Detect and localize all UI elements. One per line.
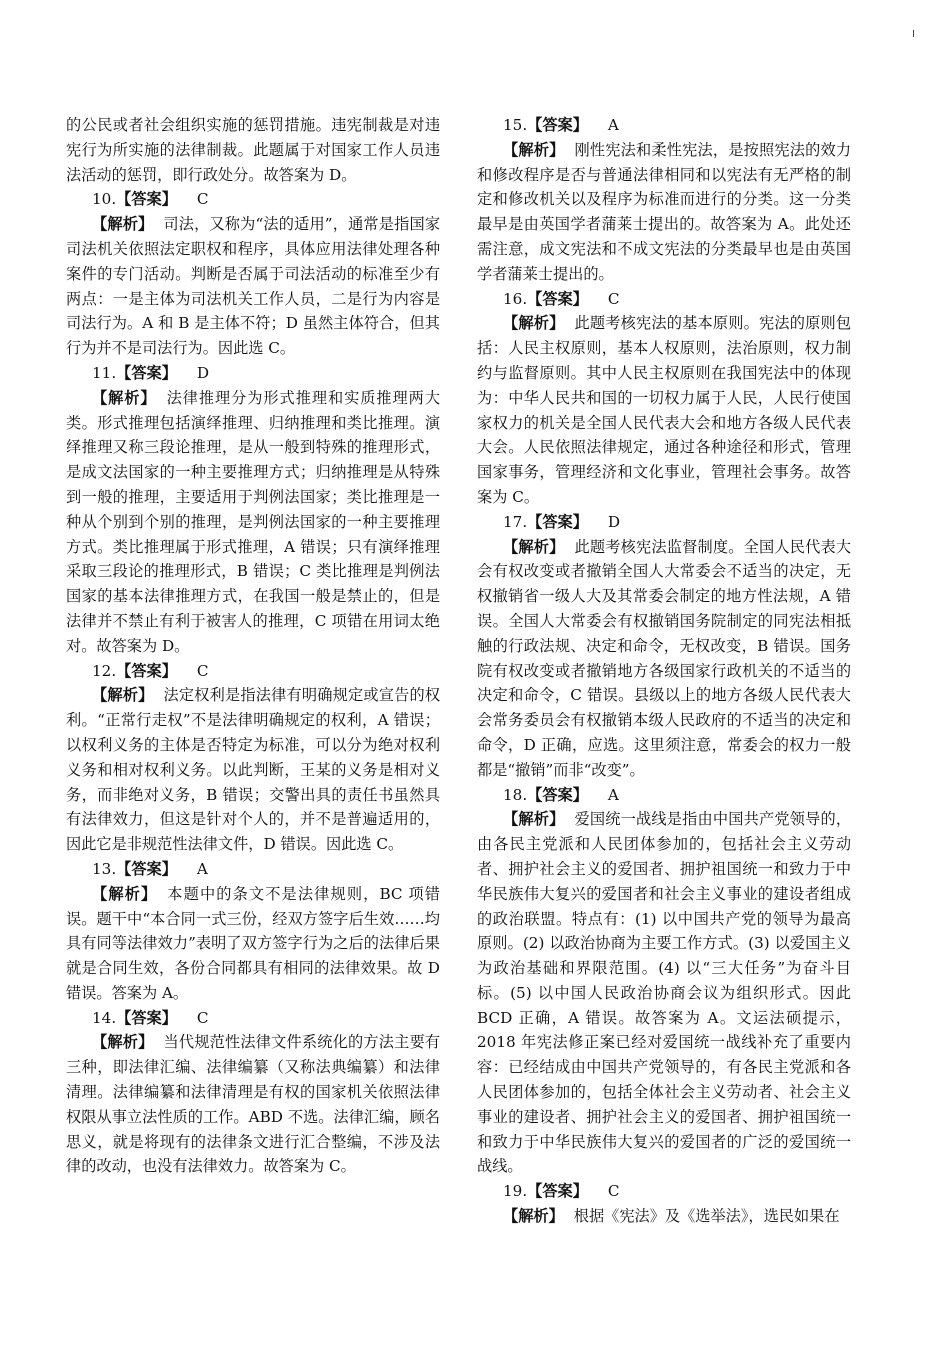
right-column: [477, 113, 851, 1229]
answer-block-19: [477, 1179, 851, 1229]
left-column: [66, 113, 440, 1179]
answer-block-12: [66, 659, 440, 857]
explanation-paragraph: 【解析】 本题中的条文不是法律规则，BC 项错误。题干中“本合同一式三份，经双方签字后生效……均具有同等法律效力”表明了双方签字行为之后的法律后果就是合同生效，各份合同都具有相同的法律效果。故 D 错误。答案为 A。: [66, 884, 440, 1002]
answer-line: 17.【答案】 D: [503, 512, 621, 531]
answer-line: 13.【答案】 A: [92, 859, 208, 878]
explanation-paragraph: 【解析】 法律推理分为形式推理和实质推理两大类。形式推理包括演绎推理、归纳推理和类比推理。演绎推理又称三段论推理，是从一般到特殊的推理形式，是成文法国家的一种主要推理方式；归纳推理是从特殊到一般的推理，主要适用于判例法国家；类比推理是一种从个别到个别的推理，是判例法国家的一种主要推理方式。类比推理属于形式推理，A 错误；只有演绎推理采取三段论的推理形式，B 错误；C 类比推理是判例法国家的基本法律推理方式，在我国一般是禁止的，但是法律并不禁止有利于被害人的推理，C 项错在用词太绝对。故答案为 D。: [66, 388, 440, 655]
answer-block-16: [477, 287, 851, 510]
corner-mark: ╷: [910, 23, 918, 37]
answer-block-10: [66, 187, 440, 361]
answer-block-13: [66, 857, 440, 1006]
explanation-paragraph: 【解析】 司法，又称为“法的适用”，通常是指国家司法机关依照法定职权和程序，具体应用法律处理各种案件的专门活动。判断是否属于司法活动的标准至少有两点：一是主体为司法机关工作人员，二是行为内容是司法行为。A 和 B 是主体不符；D 虽然主体符合，但其行为并不是司法行为。因此选 C。: [66, 215, 441, 358]
answer-line: 12.【答案】 C: [92, 661, 209, 680]
answer-block-18: [477, 783, 851, 1180]
explanation-paragraph: 【解析】 刚性宪法和柔性宪法，是按照宪法的效力和修改程序是否与普通法律相同和以宪法有无严格的制定和修改机关以及程序为标准而进行的分类。这一分类最早是由英国学者蒲莱士提出的。故答案为 A。此处还需注意，成文宪法和不成文宪法的分类最早也是由英国学者蒲莱士提出的。: [477, 140, 852, 283]
explanation-paragraph: 【解析】 当代规范性法律文件系统化的方法主要有三种，即法律汇编、法律编纂（又称法典编纂）和法律清理。法律编纂和法律清理是有权的国家机关依照法律权限从事立法性质的工作。ABD 不选。法律汇编，顾名思义，就是将现有的法律条文进行汇合整编，不涉及法律的改动，也没有法律效力。故答案为 C。: [66, 1033, 441, 1176]
intro-paragraph: 的公民或者社会组织实施的惩罚措施。违宪制裁是对违宪行为所实施的法律制裁。此题属于对国家工作人员违法活动的惩罚，即行政处分。故答案为 D。: [66, 116, 440, 184]
answer-line: 15.【答案】 A: [503, 116, 619, 134]
answer-block-11: [66, 361, 440, 659]
answer-line: 11.【答案】 D: [92, 363, 210, 382]
answer-block-17: [477, 510, 851, 783]
answer-block-14: [66, 1006, 440, 1180]
explanation-paragraph: 【解析】 此题考核宪法的基本原则。宪法的原则包括：人民主权原则，基本人权原则，法治原则，权力制约与监督原则。其中人民主权原则在我国宪法中的体现为：中华人民共和国的一切权力属于人民，人民行使国家权力的机关是全国人民代表大会和地方各级人民代表大会。人民依照法律规定，通过各种途径和形式，管理国家事务，管理经济和文化事业，管理社会事务。故答案为 C。: [477, 314, 852, 506]
answer-line: 16.【答案】 C: [503, 289, 620, 308]
answer-block-15: [477, 113, 851, 287]
explanation-paragraph: 【解析】 爱国统一战线是指由中国共产党领导的，由各民主党派和人民团体参加的，包括社会主义劳动者、拥护社会主义的爱国者、拥护祖国统一和致力于中华民族伟大复兴的爱国者和社会主义事业的建设者组成的政治联盟。特点有：(1) 以中国共产党的领导为最高原则。(2) 以政治协商为主要工作方式。(3) 以爱国主义为政治基础和界限范围。(4) 以“三大任务”为奋斗目标。(5) 以中国人民政治协商会议为组织形式。因此 BCD 正确，A 错误。故答案为 A。文运法硕提示，2018 年宪法修正案已经对爱国统一战线补充了重要内容：已经结成由中国共产党领导的，有各民主党派和各人民团体参加的，包括全体社会主义劳动者、社会主义事业的建设者、拥护社会主义的爱国者、拥护祖国统一和致力于中华民族伟大复兴的爱国者的广泛的爱国统一战线。: [477, 810, 852, 1176]
explanation-paragraph: 【解析】 法定权利是指法律有明确规定或宣告的权利。“正常行走权”不是法律明确规定的权利，A 错误；以权利义务的主体是否特定为标准，可以分为绝对权利义务和相对权利义务。以此判断，王某的义务是相对义务，而非绝对义务，B 错误；交警出具的责任书虽然具有法律效力，但这是针对个人的，并不是普遍适用的，因此它是非规范性法律文件，D 错误。因此选 C。: [66, 686, 441, 854]
answer-line: 14.【答案】 C: [92, 1008, 209, 1027]
answer-line: 18.【答案】 A: [503, 785, 619, 804]
explanation-paragraph: 【解析】 此题考核宪法监督制度。全国人民代表大会有权改变或者撤销全国人大常委会不适当的决定，无权撤销省一级人大及其常委会制定的地方性法规，A 错误。全国人大常委会有权撤销国务院制定的同宪法相抵触的行政法规、决定和命令，无权改变，B 错误。国务院有权改变或者撤销地方各级国家行政机关的不适当的决定和命令，C 错误。县级以上的地方各级人民代表大会常务委员会有权撤销本级人民政府的不适当的决定和命令，D 正确，应选。这里须注意，常委会的权力一般都是“撤销”而非“改变”。: [477, 537, 852, 779]
explanation-paragraph: 【解析】 根据《宪法》及《选举法》，选民如果在: [503, 1207, 840, 1226]
answer-line: 10.【答案】 C: [92, 190, 209, 209]
answer-line: 19.【答案】 C: [503, 1182, 620, 1201]
